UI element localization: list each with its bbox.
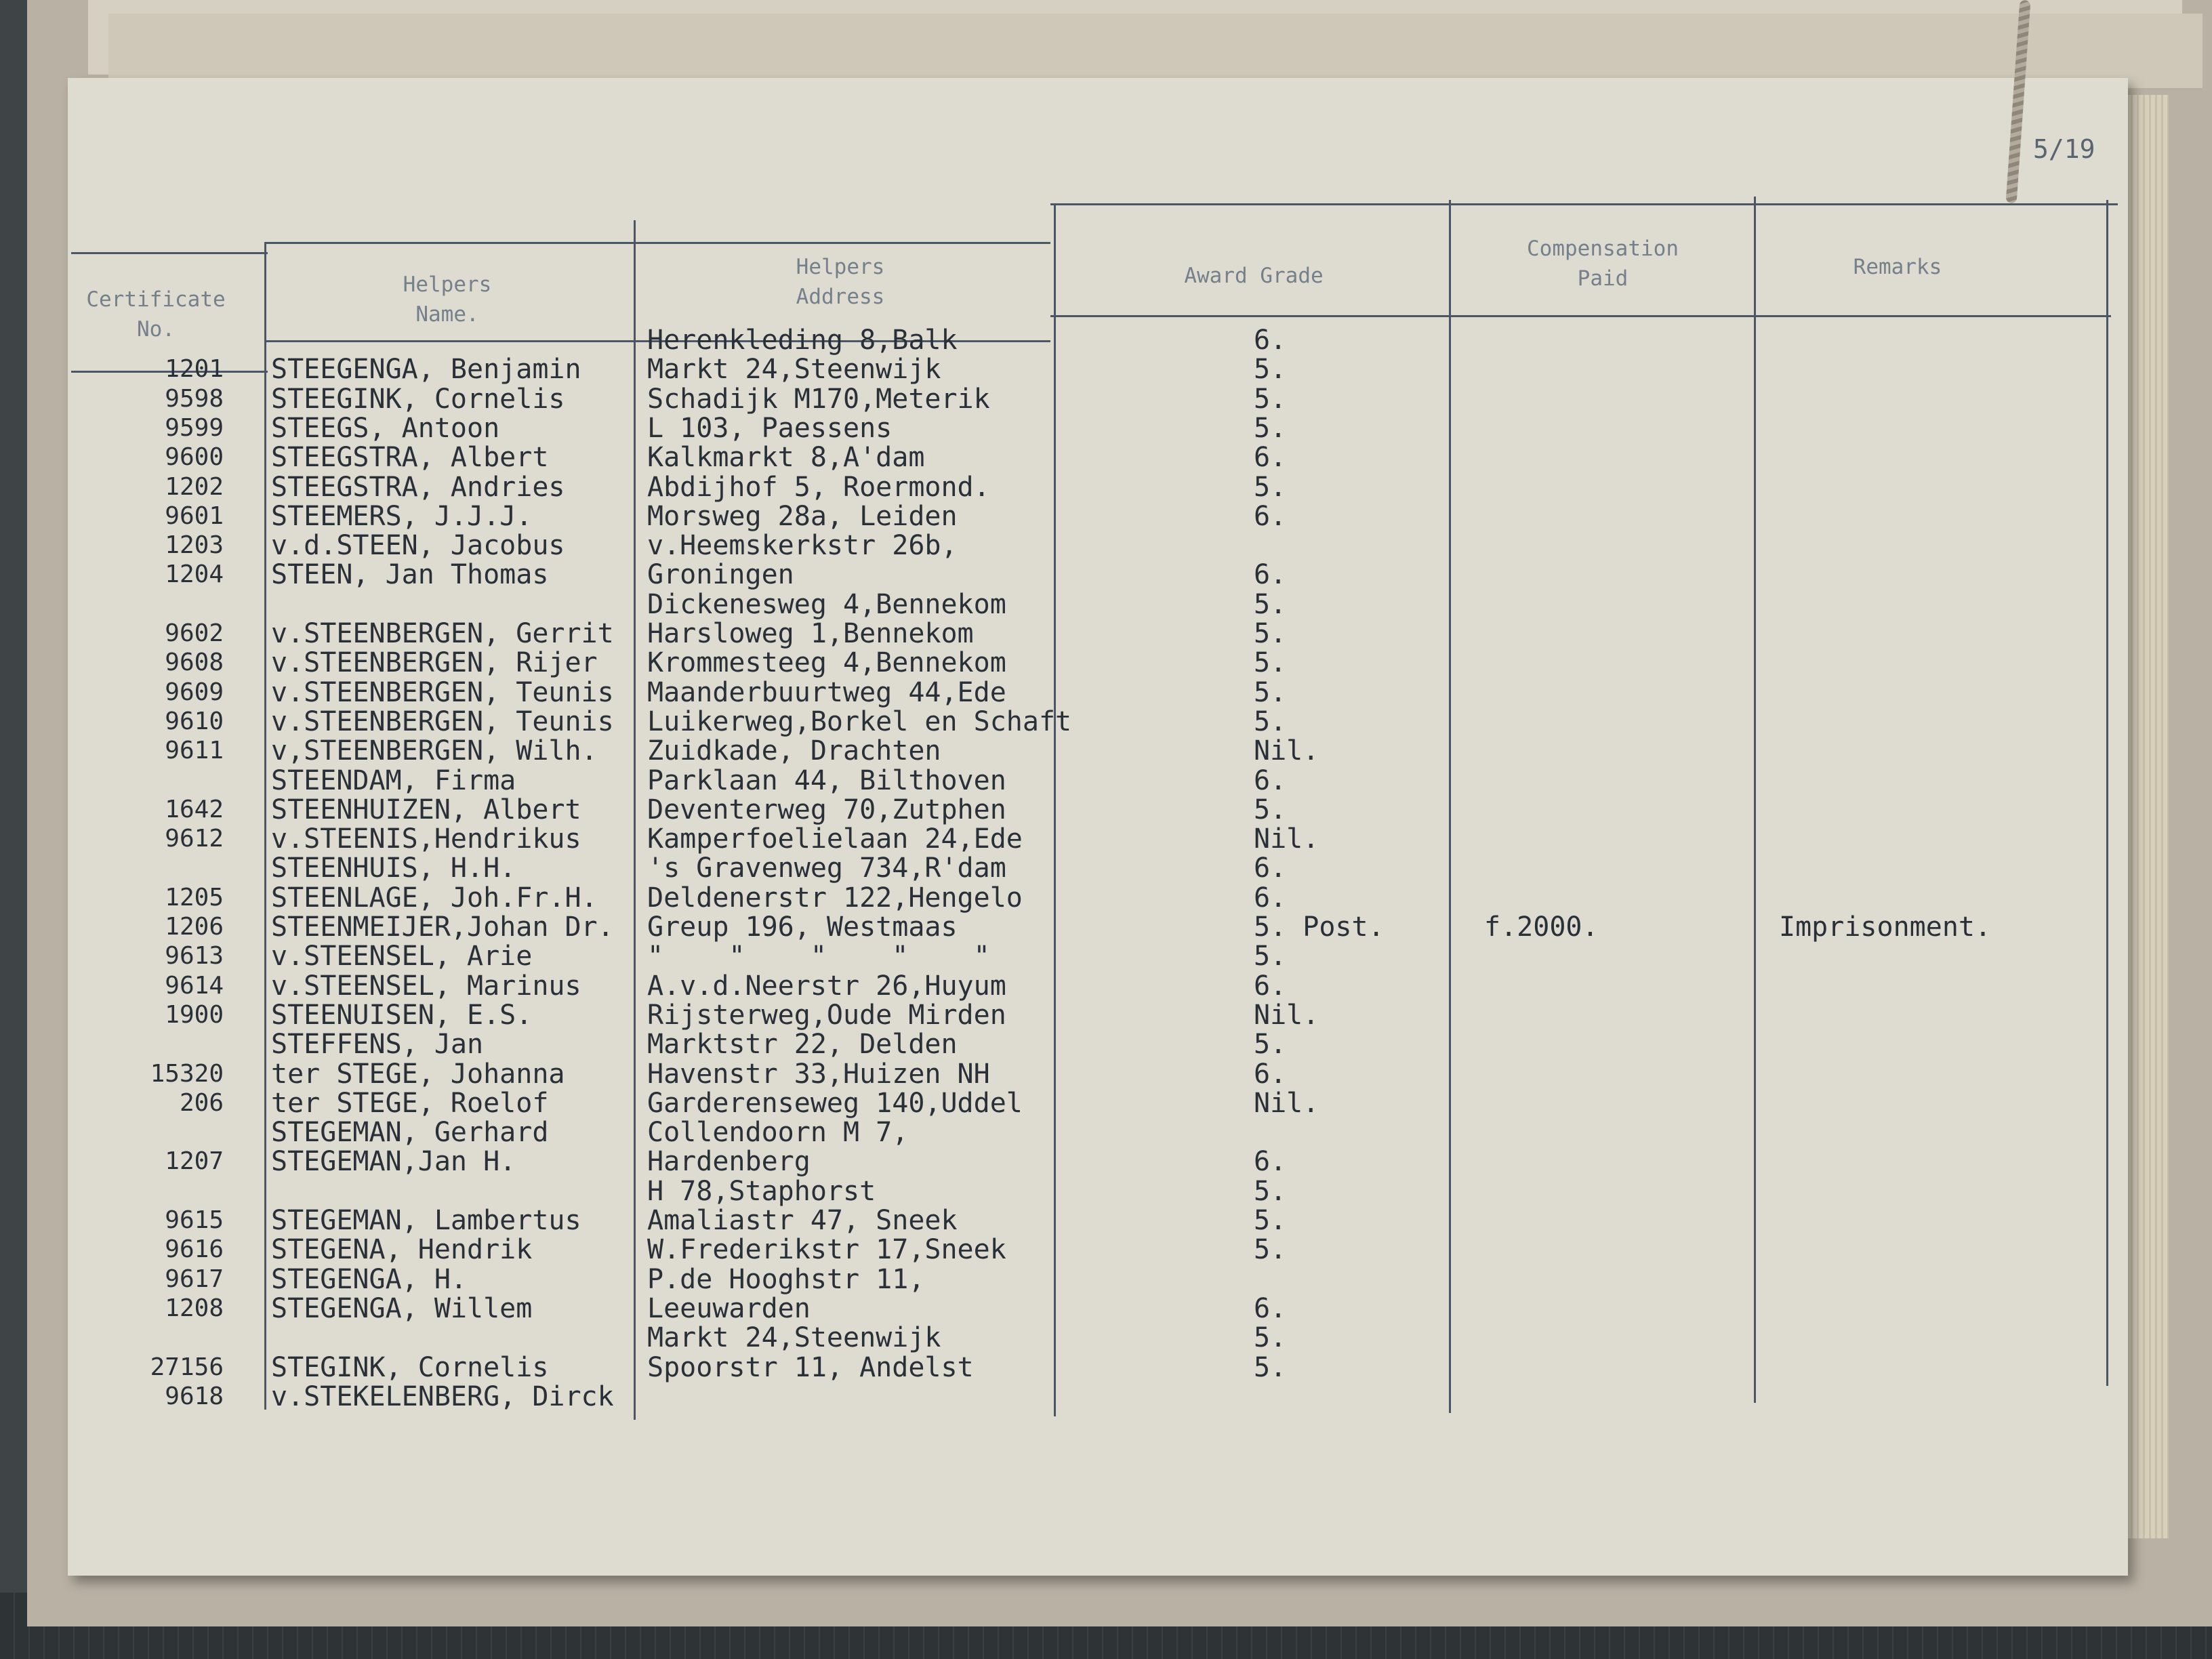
- award-grade-cell: 6.: [1254, 559, 1287, 590]
- table-row: [0, 912, 2212, 942]
- header-compensation-paid: Compensation Paid: [1527, 237, 1679, 291]
- helper-address-cell: Hardenberg: [647, 1146, 811, 1177]
- helper-address-cell: H 78,Staphorst: [647, 1176, 876, 1207]
- table-top-rule: [71, 252, 268, 254]
- header-remarks: Remarks: [1853, 255, 1942, 279]
- table-row: [0, 531, 2212, 560]
- compensation-cell: f.2000.: [1484, 912, 1599, 943]
- table-row: [0, 1176, 2212, 1206]
- award-grade-cell: 5.: [1254, 618, 1287, 649]
- award-grade-cell: 5.: [1254, 677, 1287, 708]
- table-row: [0, 413, 2212, 443]
- helper-address-cell: Spoorstr 11, Andelst: [647, 1352, 974, 1383]
- helper-address-cell: Krommesteeg 4,Bennekom: [647, 647, 1006, 678]
- award-grade-cell: 5.: [1254, 794, 1287, 825]
- table-row: [0, 883, 2212, 913]
- helper-address-cell: Deldenerstr 122,Hengelo: [647, 882, 1023, 914]
- helper-address-cell: Dickenesweg 4,Bennekom: [647, 589, 1006, 620]
- helper-name-cell: STEENHUIS, H.H.: [271, 853, 516, 884]
- helper-name-cell: STEEGSTRA, Andries: [271, 472, 565, 503]
- table-row: [0, 971, 2212, 1001]
- table-row: [0, 1323, 2212, 1353]
- table-row: [0, 384, 2212, 414]
- table-row: [0, 648, 2212, 678]
- award-grade-cell: 5.: [1254, 941, 1287, 972]
- helper-address-cell: Groningen: [647, 559, 794, 590]
- certificate-no-cell: 9617: [165, 1265, 224, 1293]
- helper-name-cell: v.STEKELENBERG, Dirck: [271, 1381, 614, 1412]
- helper-name-cell: v.STEENSEL, Marinus: [271, 970, 581, 1002]
- table-top-rule: [1050, 203, 2118, 205]
- certificate-no-cell: 9599: [165, 414, 224, 442]
- certificate-no-cell: 9602: [165, 619, 224, 647]
- helper-address-cell: Schadijk M170,Meterik: [647, 384, 990, 415]
- table-row: [0, 766, 2212, 796]
- award-grade-cell: Nil.: [1254, 735, 1319, 766]
- table-row: [0, 1294, 2212, 1324]
- helper-address-cell: Herenkleding 8,Balk: [647, 325, 958, 356]
- table-row: [0, 707, 2212, 737]
- certificate-no-cell: 9612: [165, 825, 224, 853]
- helper-name-cell: STEENUISEN, E.S.: [271, 1000, 533, 1031]
- helper-name-cell: STEGINK, Cornelis: [271, 1352, 549, 1383]
- award-grade-cell: 5. Post.: [1254, 912, 1385, 943]
- helper-address-cell: " " " " ": [647, 941, 990, 972]
- helper-name-cell: STEGEMAN,Jan H.: [271, 1146, 516, 1177]
- award-grade-cell: 6.: [1254, 1293, 1287, 1324]
- table-row: [0, 590, 2212, 619]
- helper-address-cell: Zuidkade, Drachten: [647, 735, 941, 766]
- helper-address-cell: Markt 24,Steenwijk: [647, 1322, 941, 1353]
- table-row: [0, 853, 2212, 883]
- table-row: [0, 1000, 2212, 1030]
- award-grade-cell: 6.: [1254, 442, 1287, 473]
- certificate-no-cell: 9618: [165, 1382, 224, 1410]
- helper-address-cell: Luikerweg,Borkel en Schaft: [647, 706, 1072, 737]
- certificate-no-cell: 9615: [165, 1206, 224, 1234]
- certificate-no-cell: 1208: [165, 1294, 224, 1322]
- remarks-cell: Imprisonment.: [1779, 912, 1992, 943]
- award-grade-cell: 6.: [1254, 501, 1287, 532]
- certificate-no-cell: 1205: [165, 884, 224, 912]
- header-helpers-address: Helpers Address: [796, 255, 885, 309]
- helper-address-cell: W.Frederikstr 17,Sneek: [647, 1234, 1006, 1265]
- helper-name-cell: STEGEMAN, Gerhard: [271, 1117, 549, 1148]
- table-row: [0, 736, 2212, 766]
- award-grade-cell: 5.: [1254, 706, 1287, 737]
- table-row: [0, 1265, 2212, 1294]
- helper-address-cell: v.Heemskerkstr 26b,: [647, 530, 958, 561]
- helper-name-cell: STEGENGA, Willem: [271, 1293, 533, 1324]
- page-number: 5/19: [2033, 134, 2095, 164]
- helper-address-cell: Kamperfoelielaan 24,Ede: [647, 823, 1023, 855]
- table-row: [0, 824, 2212, 854]
- helper-address-cell: Morsweg 28a, Leiden: [647, 501, 958, 532]
- award-grade-cell: 5.: [1254, 1234, 1287, 1265]
- table-row: [0, 678, 2212, 708]
- table-row: [0, 1206, 2212, 1235]
- award-grade-cell: 5.: [1254, 472, 1287, 503]
- helper-address-cell: A.v.d.Neerstr 26,Huyum: [647, 970, 1006, 1002]
- certificate-no-cell: 9610: [165, 708, 224, 735]
- helper-name-cell: STEENHUIZEN, Albert: [271, 794, 581, 825]
- certificate-no-cell: 1642: [165, 796, 224, 823]
- header-helpers-name: Helpers Name.: [403, 272, 492, 327]
- table-top-rule: [264, 242, 1050, 244]
- helper-name-cell: STEFFENS, Jan: [271, 1029, 484, 1060]
- helper-address-cell: Marktstr 22, Delden: [647, 1029, 958, 1060]
- helper-address-cell: Amaliastr 47, Sneek: [647, 1205, 958, 1236]
- certificate-no-cell: 9601: [165, 502, 224, 530]
- helper-name-cell: STEEGSTRA, Albert: [271, 442, 549, 473]
- table-row: [0, 443, 2212, 472]
- table-row: [0, 1382, 2212, 1412]
- helper-address-cell: Abdijhof 5, Roermond.: [647, 472, 990, 503]
- award-grade-cell: 6.: [1254, 765, 1287, 796]
- helper-address-cell: L 103, Paessens: [647, 413, 893, 444]
- helper-address-cell: Havenstr 33,Huizen NH: [647, 1059, 990, 1090]
- helper-address-cell: 's Gravenweg 734,R'dam: [647, 853, 1006, 884]
- header-award-grade: Award Grade: [1184, 264, 1324, 288]
- certificate-no-cell: 15320: [150, 1060, 224, 1088]
- award-grade-cell: 5.: [1254, 647, 1287, 678]
- table-row: [0, 1118, 2212, 1147]
- table-row: [0, 795, 2212, 825]
- certificate-no-cell: 9609: [165, 678, 224, 706]
- certificate-no-cell: 206: [179, 1089, 224, 1117]
- table-row: [0, 1059, 2212, 1089]
- certificate-no-cell: 1207: [165, 1147, 224, 1175]
- header-rule: [1050, 315, 2111, 317]
- helper-name-cell: STEEGS, Antoon: [271, 413, 500, 444]
- helper-name-cell: v.STEENBERGEN, Teunis: [271, 677, 614, 708]
- table-row: [0, 472, 2212, 502]
- helper-name-cell: v,STEENBERGEN, Wilh.: [271, 735, 598, 766]
- helper-address-cell: Maanderbuurtweg 44,Ede: [647, 677, 1006, 708]
- certificate-no-cell: 1203: [165, 531, 224, 559]
- award-grade-cell: 5.: [1254, 1352, 1287, 1383]
- table-row: [0, 619, 2212, 649]
- table-row: [0, 1147, 2212, 1176]
- helper-name-cell: v.STEENBERGEN, Teunis: [271, 706, 614, 737]
- certificate-no-cell: 9611: [165, 737, 224, 764]
- helper-name-cell: STEEMERS, J.J.J.: [271, 501, 533, 532]
- award-grade-cell: 5.: [1254, 354, 1287, 385]
- helper-address-cell: Rijsterweg,Oude Mirden: [647, 1000, 1006, 1031]
- helper-address-cell: Garderenseweg 140,Uddel: [647, 1088, 1023, 1119]
- table-row: [0, 941, 2212, 971]
- helper-name-cell: STEEN, Jan Thomas: [271, 559, 549, 590]
- table-row: [0, 1029, 2212, 1059]
- award-grade-cell: Nil.: [1254, 823, 1319, 855]
- helper-name-cell: v.STEENBERGEN, Gerrit: [271, 618, 614, 649]
- helper-name-cell: STEENMEIJER,Johan Dr.: [271, 912, 614, 943]
- award-grade-cell: 6.: [1254, 970, 1287, 1002]
- helper-address-cell: Collendoorn M 7,: [647, 1117, 909, 1148]
- certificate-no-cell: 27156: [150, 1353, 224, 1381]
- helper-name-cell: STEENDAM, Firma: [271, 765, 516, 796]
- certificate-no-cell: 9608: [165, 649, 224, 676]
- helper-address-cell: Markt 24,Steenwijk: [647, 354, 941, 385]
- certificate-no-cell: 9598: [165, 385, 224, 413]
- award-grade-cell: 6.: [1254, 882, 1287, 914]
- award-grade-cell: 5.: [1254, 589, 1287, 620]
- award-grade-cell: 6.: [1254, 1059, 1287, 1090]
- certificate-no-cell: 9600: [165, 443, 224, 471]
- helper-address-cell: Leeuwarden: [647, 1293, 811, 1324]
- award-grade-cell: Nil.: [1254, 1088, 1319, 1119]
- helper-name-cell: v.STEENIS,Hendrikus: [271, 823, 581, 855]
- helper-name-cell: STEENLAGE, Joh.Fr.H.: [271, 882, 598, 914]
- award-grade-cell: Nil.: [1254, 1000, 1319, 1031]
- helper-name-cell: ter STEGE, Johanna: [271, 1059, 565, 1090]
- award-grade-cell: 6.: [1254, 1146, 1287, 1177]
- helper-name-cell: ter STEGE, Roelof: [271, 1088, 549, 1119]
- helper-address-cell: Deventerweg 70,Zutphen: [647, 794, 1006, 825]
- helper-name-cell: v.STEENSEL, Arie: [271, 941, 533, 972]
- table-row: [0, 501, 2212, 531]
- helper-address-cell: Kalkmarkt 8,A'dam: [647, 442, 925, 473]
- helper-address-cell: Parklaan 44, Bilthoven: [647, 765, 1006, 796]
- table-row: [0, 354, 2212, 384]
- table-row: [0, 1088, 2212, 1118]
- award-grade-cell: 5.: [1254, 413, 1287, 444]
- helper-address-cell: P.de Hooghstr 11,: [647, 1264, 925, 1295]
- certificate-no-cell: 1206: [165, 913, 224, 941]
- helper-name-cell: STEEGINK, Cornelis: [271, 384, 565, 415]
- award-grade-cell: 5.: [1254, 1029, 1287, 1060]
- award-grade-cell: 5.: [1254, 1322, 1287, 1353]
- certificate-no-cell: 1202: [165, 473, 224, 501]
- certificate-no-cell: 9613: [165, 942, 224, 970]
- award-grade-cell: 5.: [1254, 1176, 1287, 1207]
- certificate-no-cell: 1204: [165, 560, 224, 588]
- helper-name-cell: STEGENA, Hendrik: [271, 1234, 533, 1265]
- helper-name-cell: STEGENGA, H.: [271, 1264, 467, 1295]
- award-grade-cell: 5.: [1254, 1205, 1287, 1236]
- award-grade-cell: 6.: [1254, 325, 1287, 356]
- table-row: [0, 560, 2212, 590]
- table-row: [0, 1235, 2212, 1265]
- certificate-no-cell: 9614: [165, 972, 224, 1000]
- certificate-no-cell: 9616: [165, 1235, 224, 1263]
- helper-name-cell: STEGEMAN, Lambertus: [271, 1205, 581, 1236]
- helper-name-cell: v.STEENBERGEN, Rijer: [271, 647, 598, 678]
- helper-address-cell: Greup 196, Westmaas: [647, 912, 958, 943]
- certificate-no-cell: 1201: [165, 355, 224, 383]
- certificate-no-cell: 1900: [165, 1001, 224, 1029]
- table-row: [0, 1353, 2212, 1382]
- helper-name-cell: STEEGENGA, Benjamin: [271, 354, 581, 385]
- header-certificate-no: Certificate No.: [86, 287, 226, 342]
- helper-address-cell: Harsloweg 1,Bennekom: [647, 618, 974, 649]
- table-row: [0, 325, 2212, 355]
- helper-name-cell: v.d.STEEN, Jacobus: [271, 530, 565, 561]
- award-grade-cell: 5.: [1254, 384, 1287, 415]
- award-grade-cell: 6.: [1254, 853, 1287, 884]
